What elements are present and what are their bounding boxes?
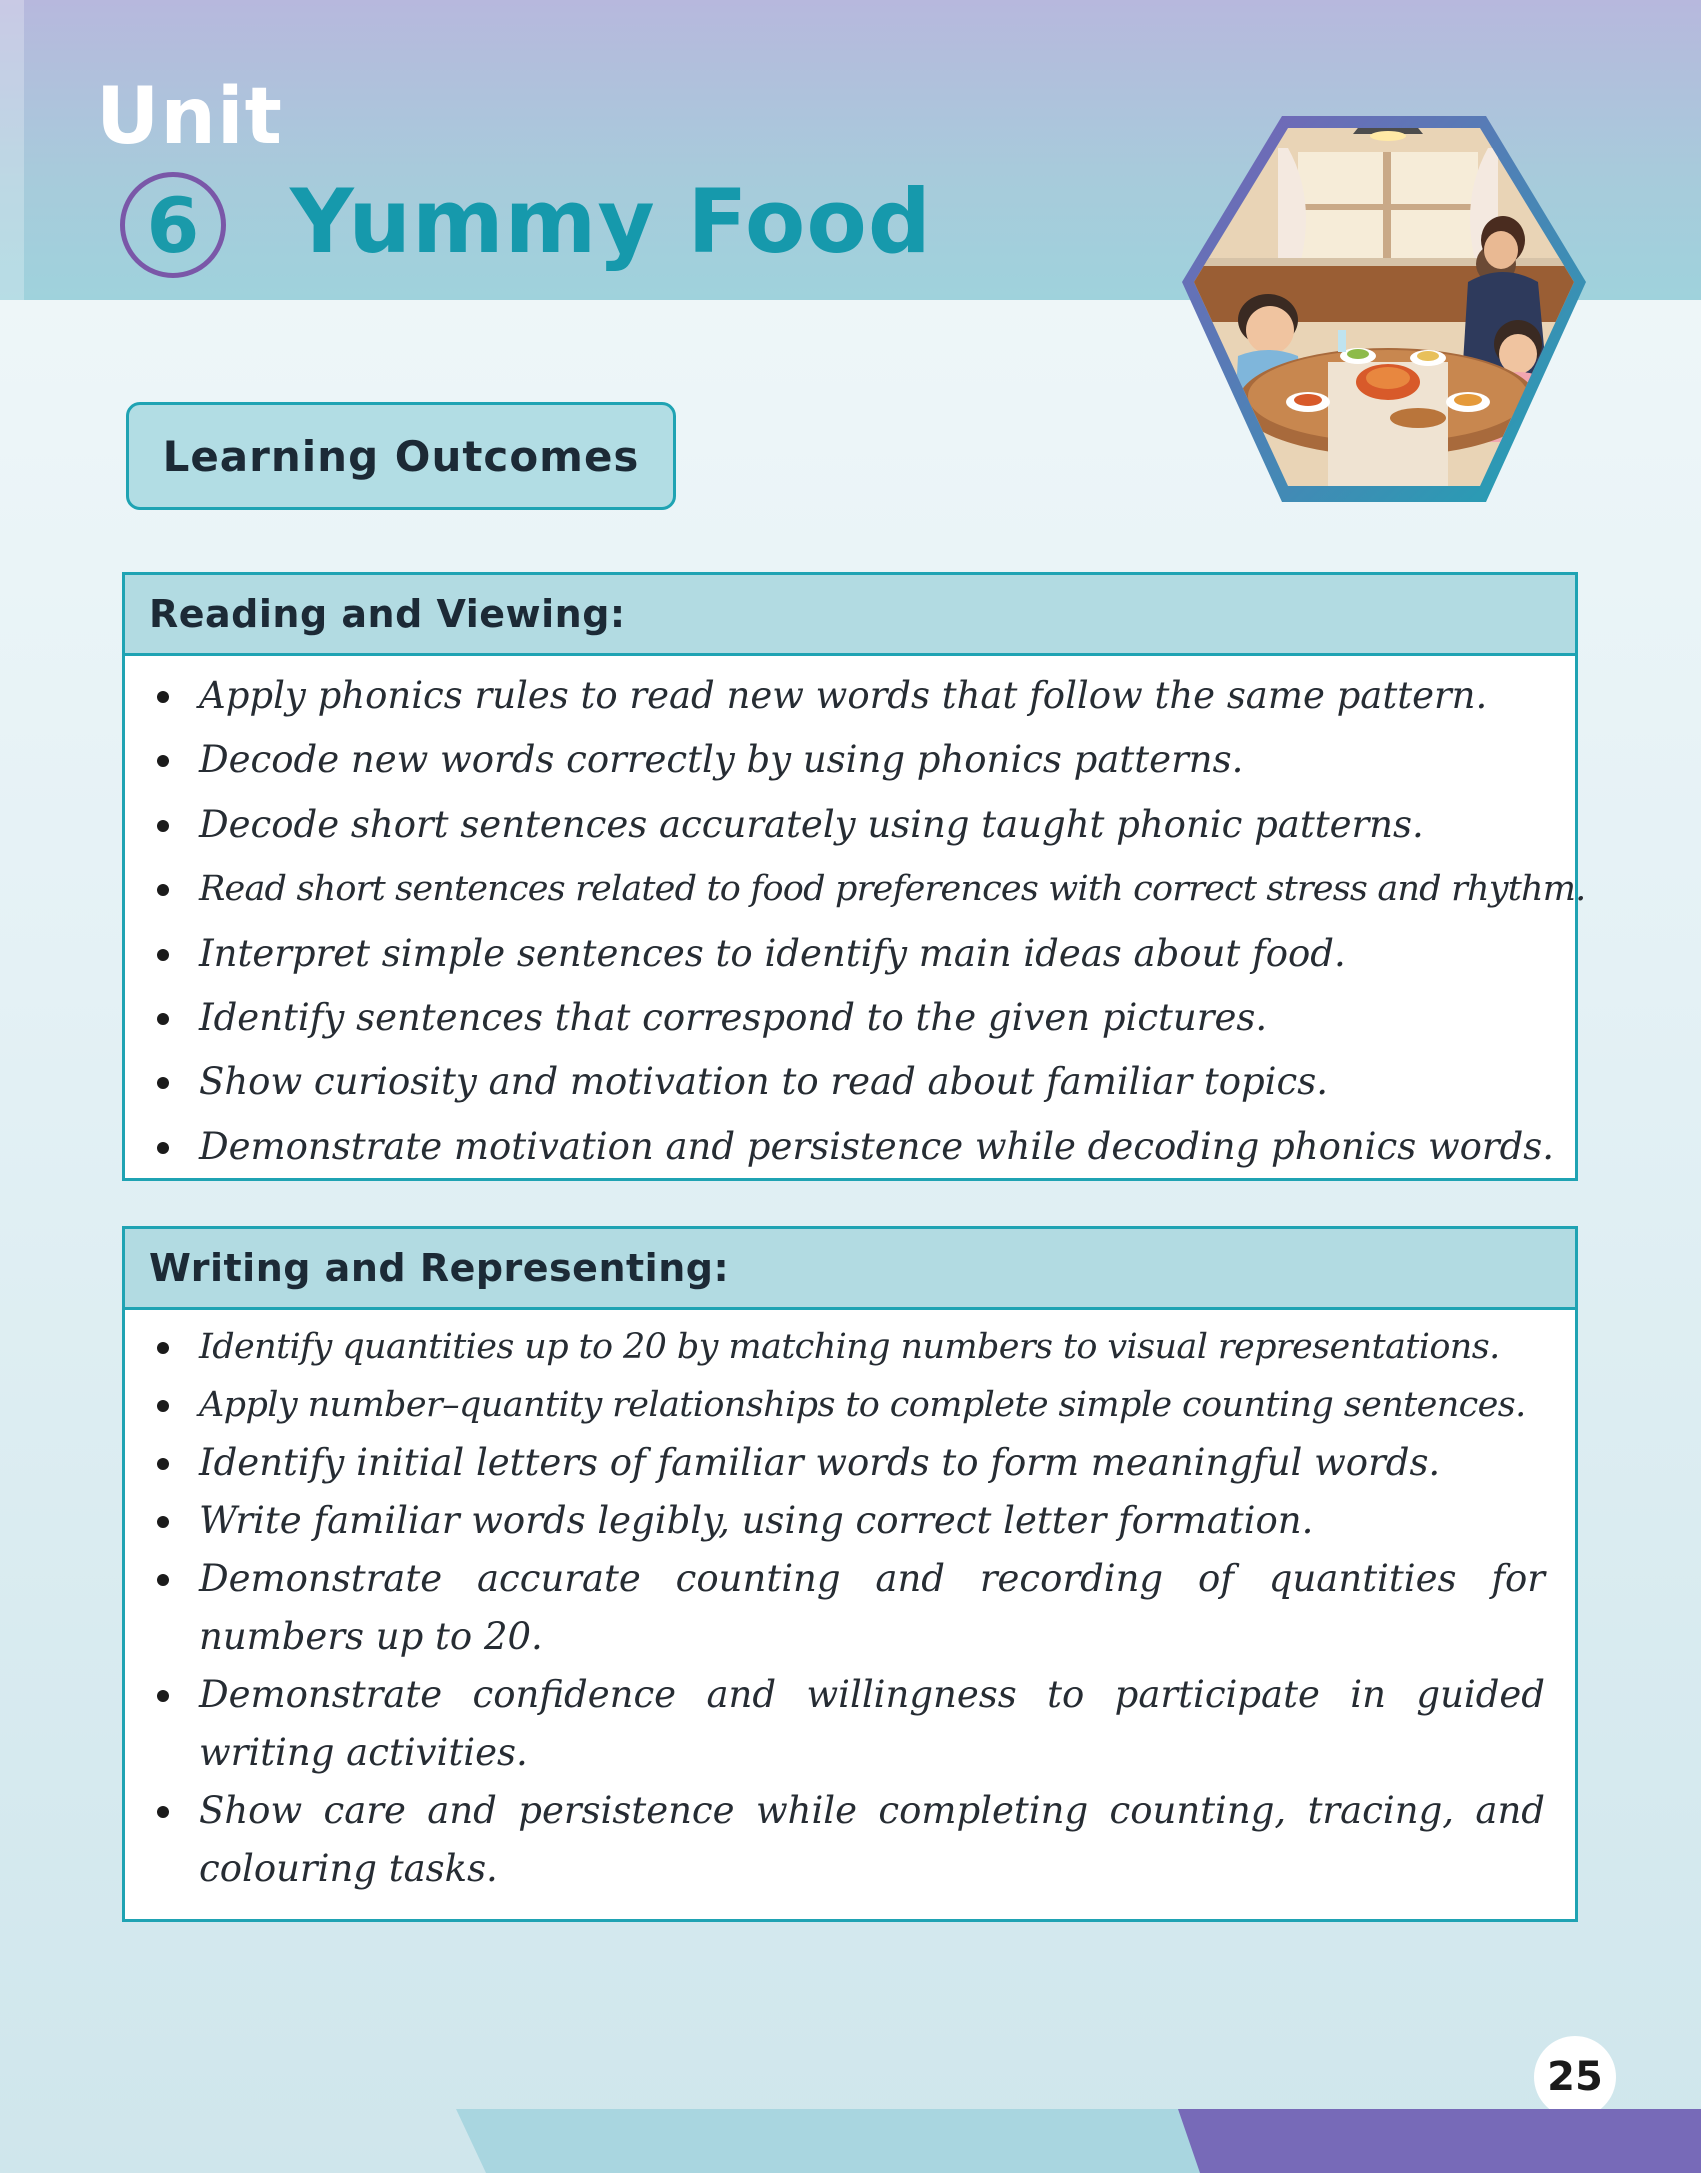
writing-outcomes-list	[125, 1310, 1575, 1898]
family-meal-illustration	[1178, 112, 1590, 512]
learning-outcomes-label: Learning Outcomes	[126, 402, 676, 510]
page-number: 25	[1534, 2036, 1616, 2118]
list-item: Demonstrate motivation and persistence while decoding phonics words.	[149, 1115, 1545, 1179]
list-item: Demonstrate accurate counting and recording of quantities for numbers up to 20.	[149, 1550, 1545, 1666]
unit-title: Yummy Food	[290, 170, 932, 273]
header-edge-strip	[0, 0, 24, 300]
reading-outcomes-list	[125, 656, 1586, 1179]
unit-number-badge: 6	[120, 172, 226, 278]
writing-representing-box	[122, 1226, 1578, 1922]
list-item: Interpret simple sentences to identify main ideas about food.	[149, 922, 1545, 986]
list-item: Decode short sentences accurately using taught phonic patterns.	[149, 793, 1545, 857]
writing-representing-heading: Writing and Representing:	[125, 1229, 1575, 1310]
list-item: Read short sentences related to food preferences with correct stress and rhythm.	[149, 857, 1545, 921]
list-item: Show care and persistence while completing counting, tracing, and colouring tasks.	[149, 1782, 1545, 1898]
list-item: Show curiosity and motivation to read about familiar topics.	[149, 1050, 1545, 1114]
list-item: Identify sentences that correspond to the given pictures.	[149, 986, 1545, 1050]
list-item: Demonstrate confidence and willingness to participate in guided writing activities.	[149, 1666, 1545, 1782]
reading-viewing-heading: Reading and Viewing:	[125, 575, 1575, 656]
list-item: Identify quantities up to 20 by matching numbers to visual representations.	[149, 1318, 1545, 1376]
list-item: Apply number–quantity relationships to complete simple counting sentences.	[149, 1376, 1545, 1434]
unit-label: Unit	[96, 72, 283, 162]
footer-decoration	[0, 2109, 1701, 2173]
list-item: Apply phonics rules to read new words that follow the same pattern.	[149, 664, 1545, 728]
list-item: Identify initial letters of familiar words to form meaningful words.	[149, 1434, 1545, 1492]
reading-viewing-box	[122, 572, 1586, 1181]
list-item: Write familiar words legibly, using correct letter formation.	[149, 1492, 1545, 1550]
list-item: Decode new words correctly by using phonics patterns.	[149, 728, 1545, 792]
